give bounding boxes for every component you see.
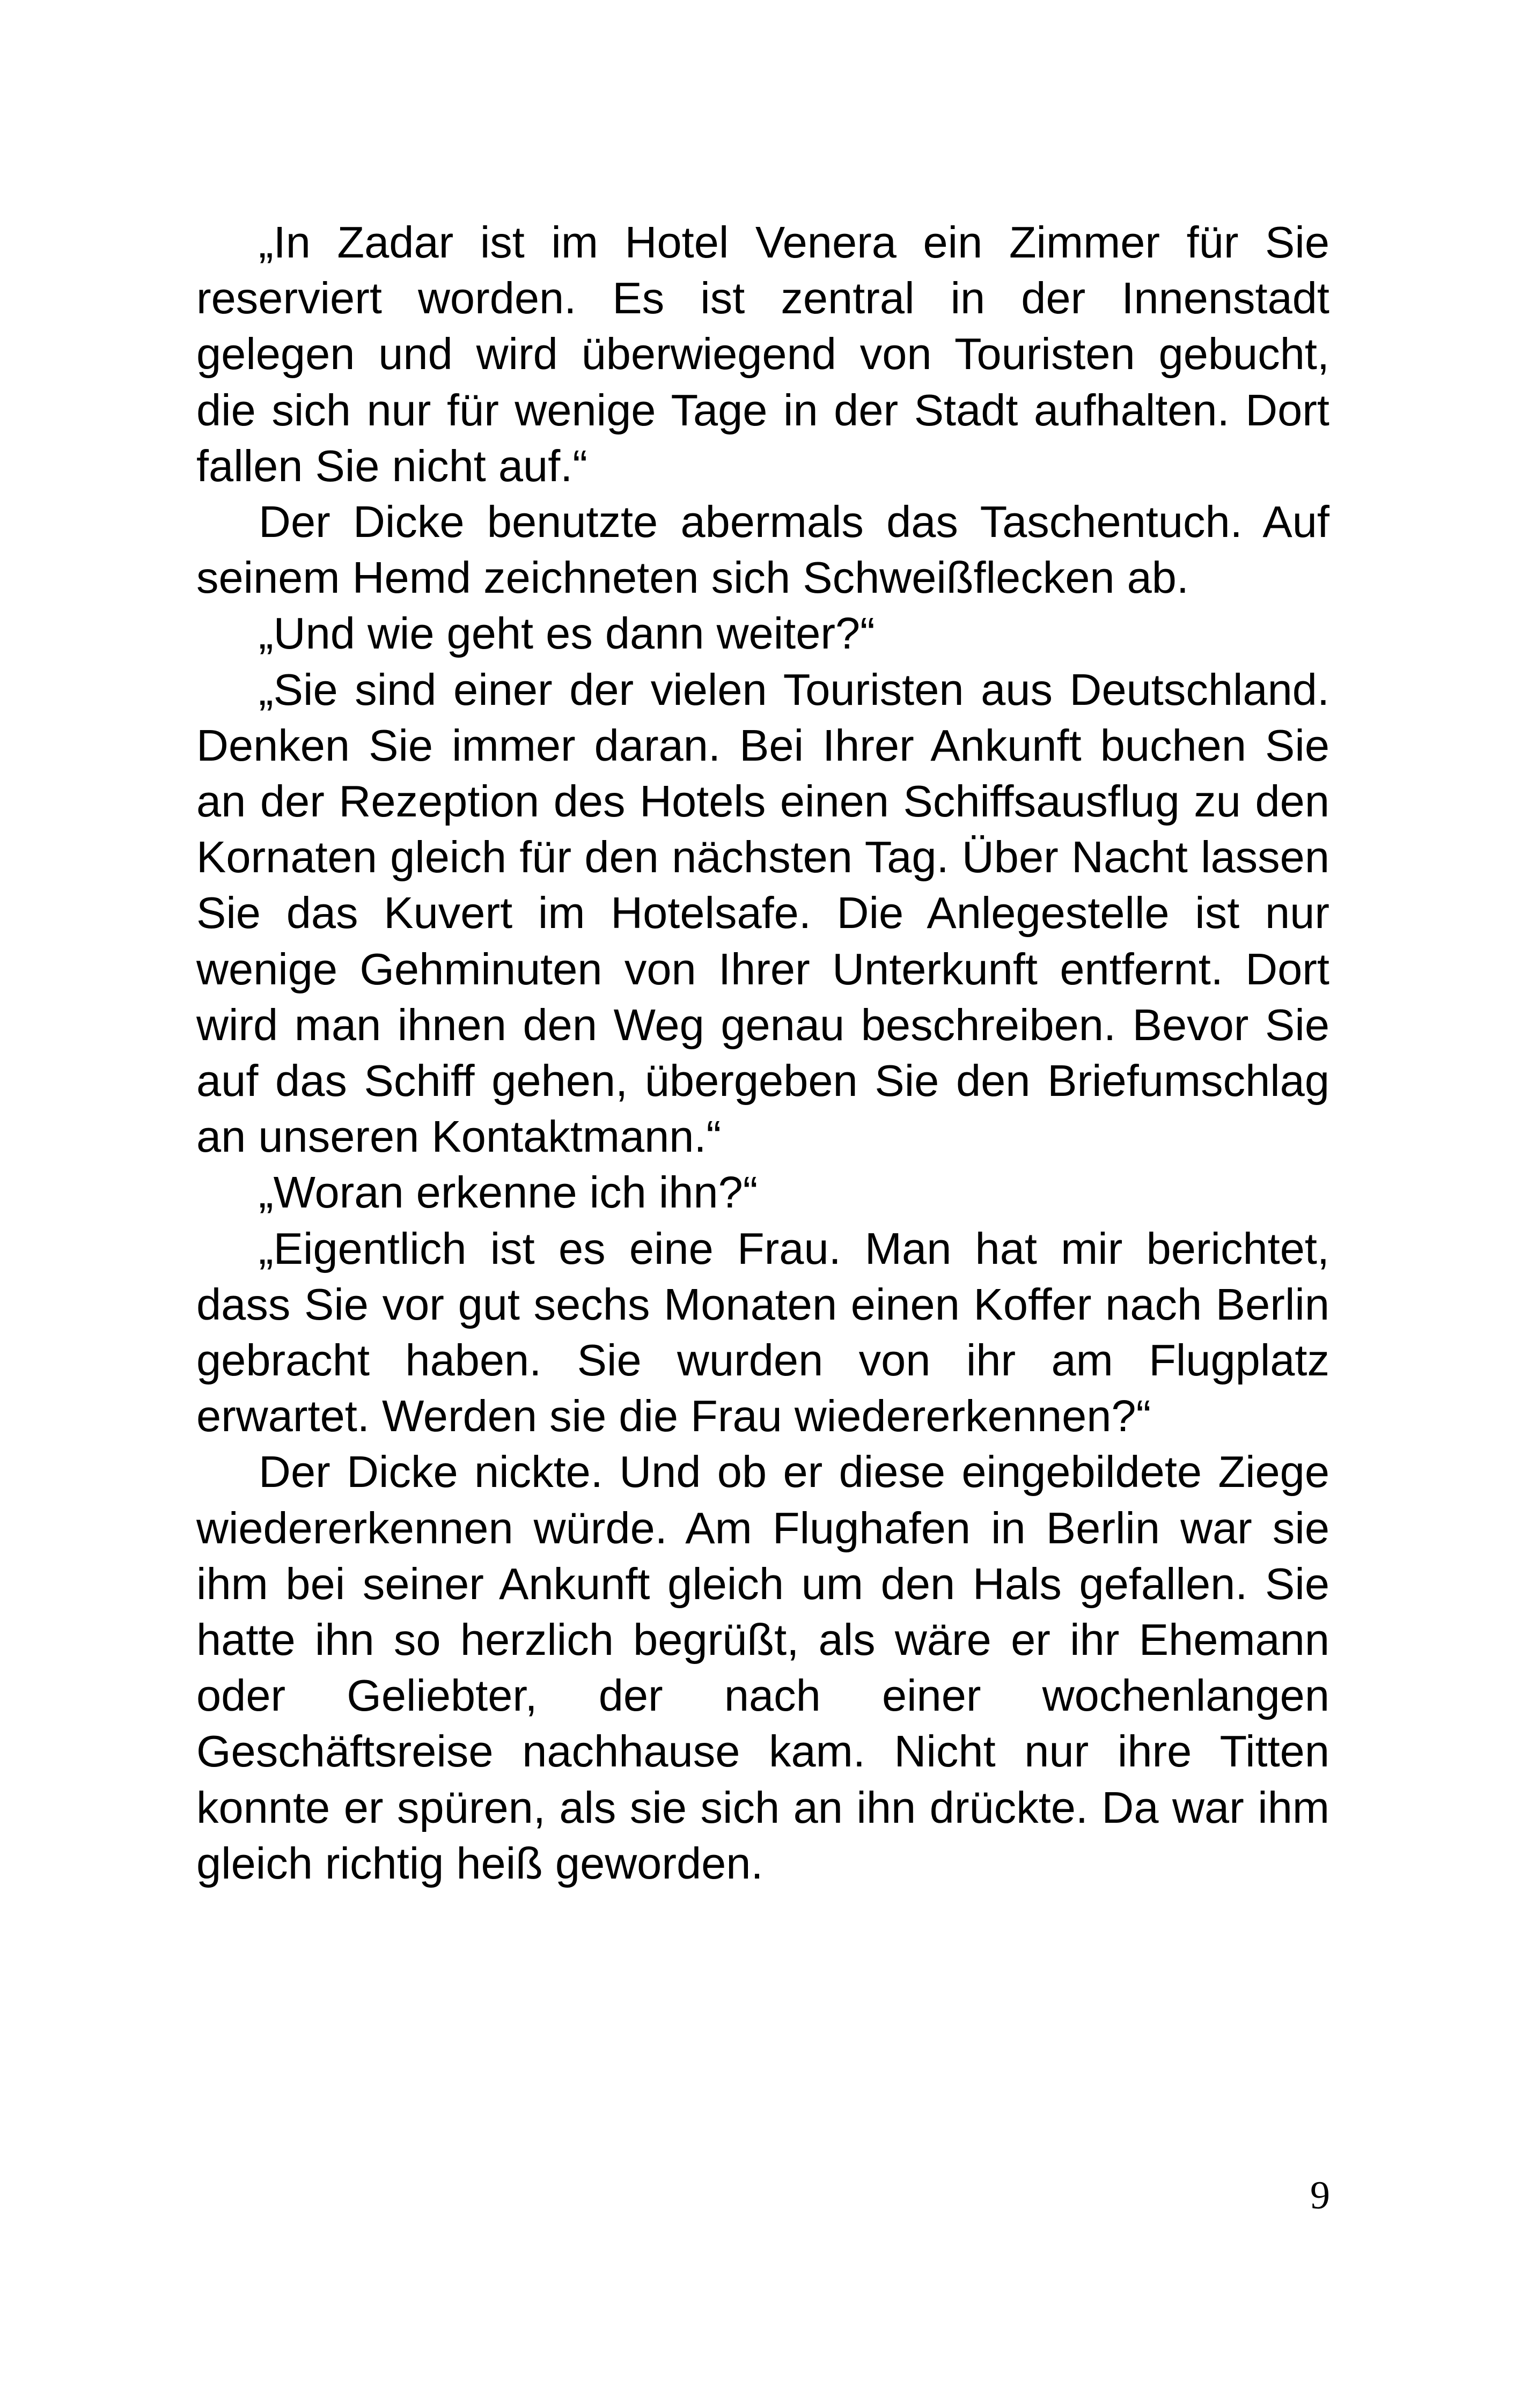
paragraph: „Und wie geht es dann weiter?“ [259, 608, 875, 659]
paragraph: Der Dicke nickte. Und ob er diese eingebildete Ziege wiedererkennen würde. Am Flughafen in Berlin war sie ihm bei seiner Ankunft gleich um den Hals gefallen. Sie hatte ihn so herzlich begrüßt, als wäre er ihr Ehemann oder Geliebter, der nach einer wochenlangen Geschäftsreise nachhause kam. Nicht nur ihre Titten konnte er spüren, als sie sich an ihn drückte. Da war ihm gleich richtig heiß geworden. [196, 1447, 1329, 1888]
paragraph: „Eigentlich ist es eine Frau. Man hat mir berichtet, dass Sie vor gut sechs Monaten einen Koffer nach Berlin gebracht haben. Sie wurden von ihr am Flugplatz erwartet. Werden sie die Frau wiedererkennen?“ [196, 1223, 1329, 1441]
paragraph: „In Zadar ist im Hotel Venera ein Zimmer für Sie reserviert worden. Es ist zentral in der Innenstadt gelegen und wird überwiegend von Touristen gebucht, die sich nur für wenige Tage in der Stadt aufhalten. Dort fallen Sie nicht auf.“ [196, 217, 1329, 491]
paragraph: Der Dicke benutzte abermals das Taschentuch. Auf seinem Hemd zeichneten sich Schweißflecken ab. [196, 497, 1329, 603]
paragraph: „Woran erkenne ich ihn?“ [259, 1167, 758, 1218]
paragraph: „Sie sind einer der vielen Touristen aus Deutschland. Denken Sie immer daran. Bei Ihrer Ankunft buchen Sie an der Rezeption des Hotels einen Schiffsausflug zu den Kornaten gleich für den nächsten Tag. Über Nacht lassen Sie das Kuvert im Hotelsafe. Die Anlegestelle ist nur wenige Gehminuten von Ihrer Unterkunft entfernt. Dort wird man ihnen den Weg genau beschreiben. Bevor Sie auf das Schiff gehen, übergeben Sie den Briefumschlag an unseren Kontaktmann.“ [196, 664, 1329, 1162]
body-text [196, 215, 1329, 1891]
page-number: 9 [1310, 2174, 1330, 2218]
